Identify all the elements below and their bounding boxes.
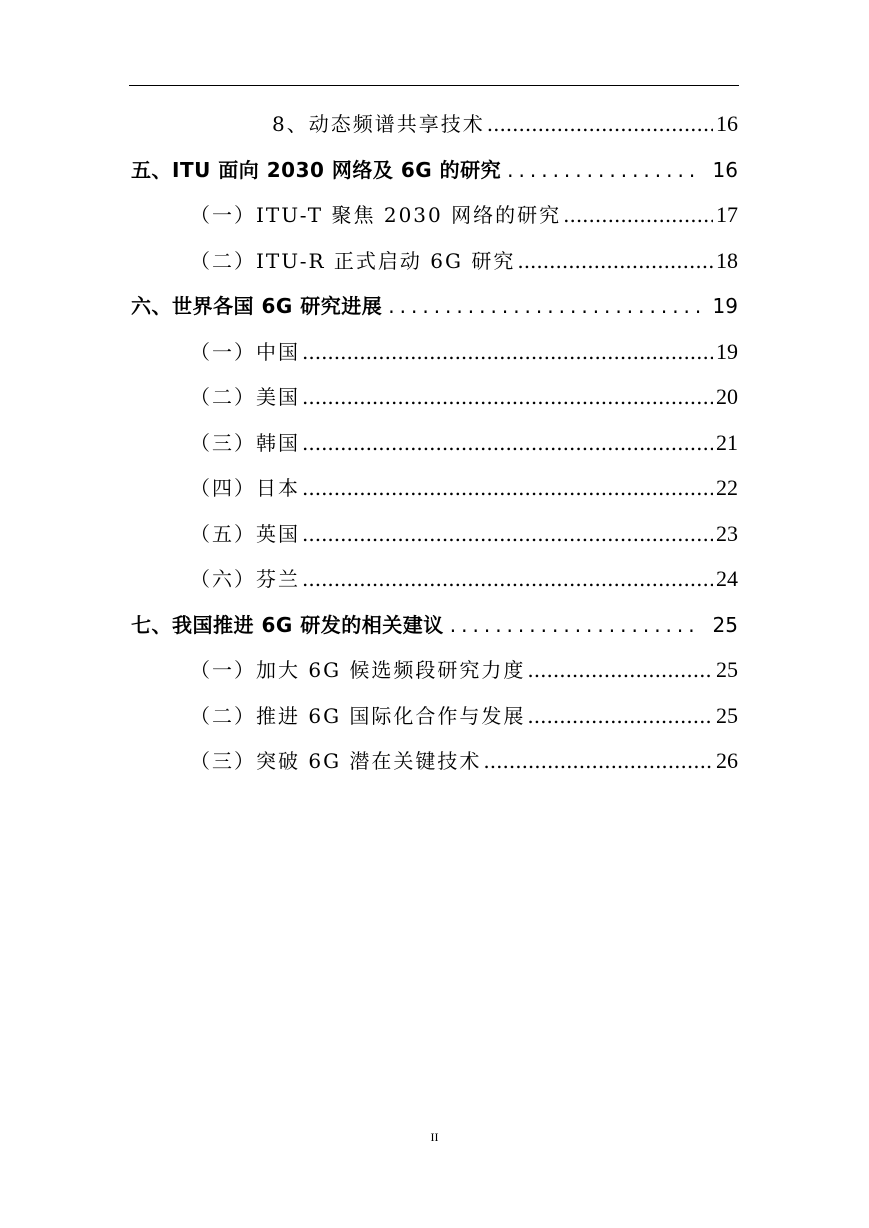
dot-leader — [302, 468, 713, 508]
toc-entry[interactable] — [190, 741, 738, 781]
header-rule — [129, 85, 739, 86]
toc-entry[interactable] — [190, 650, 738, 690]
dot-leader — [517, 241, 713, 281]
toc-entry-title: （四）日本 — [190, 476, 300, 500]
dot-leader — [388, 286, 700, 326]
toc-entry[interactable] — [190, 559, 738, 599]
toc-entry-title: （六）芬兰 — [190, 567, 300, 591]
toc-entry-page-number: 16 — [716, 111, 738, 136]
toc-entry-title: （二）ITU-R 正式启动 6G 研究 — [190, 249, 516, 273]
toc-entry[interactable] — [190, 423, 738, 463]
dot-leader — [450, 605, 701, 645]
toc-entry[interactable] — [190, 241, 738, 281]
toc-entry-page-number: 19 — [716, 339, 738, 364]
toc-entry-page-number: 17 — [716, 202, 738, 227]
dot-leader — [483, 741, 713, 781]
toc-entry-page-number: 19 — [712, 294, 738, 318]
toc-entry-page-number: 23 — [716, 521, 738, 546]
toc-entry-page-number: 25 — [712, 613, 738, 637]
toc-entry-title: （一）加大 6G 候选频段研究力度 — [190, 658, 526, 682]
toc-entry[interactable] — [131, 150, 738, 190]
dot-leader — [487, 104, 713, 144]
dot-leader — [527, 650, 713, 690]
dot-leader — [507, 150, 700, 190]
toc-entry[interactable] — [131, 286, 738, 326]
toc-entry-page-number: 18 — [716, 248, 738, 273]
toc-entry[interactable] — [190, 514, 738, 554]
toc-entry[interactable] — [190, 195, 738, 235]
toc-entry[interactable] — [190, 696, 738, 736]
toc-entry-title: 五、ITU 面向 2030 网络及 6G 的研究 — [131, 158, 502, 182]
toc-entry-title: （一）ITU-T 聚焦 2030 网络的研究 — [190, 203, 562, 227]
dot-leader — [302, 423, 713, 463]
dot-leader — [302, 514, 713, 554]
toc-entry-page-number: 24 — [716, 566, 738, 591]
page-number-footer: II — [430, 1130, 439, 1144]
toc-entry[interactable] — [131, 605, 738, 645]
toc-entry-title: 七、我国推进 6G 研发的相关建议 — [131, 613, 444, 637]
dot-leader — [563, 195, 713, 235]
toc-entry-page-number: 25 — [716, 657, 738, 682]
toc-entry-title: （三）突破 6G 潜在关键技术 — [190, 749, 482, 773]
toc-entry[interactable] — [272, 104, 738, 144]
toc-entry-page-number: 22 — [716, 475, 738, 500]
toc-entry-page-number: 26 — [716, 748, 738, 773]
toc-entry-title: （三）韩国 — [190, 431, 300, 455]
toc-entry-page-number: 25 — [716, 703, 738, 728]
toc-entry-page-number: 16 — [712, 158, 738, 182]
dot-leader — [302, 332, 713, 372]
toc-entry[interactable] — [190, 377, 738, 417]
toc-entry-title: （二）美国 — [190, 385, 300, 409]
dot-leader — [302, 377, 713, 417]
dot-leader — [527, 696, 713, 736]
toc-entry-title: 8、动态频谱共享技术 — [272, 112, 485, 136]
toc-entry-page-number: 21 — [716, 430, 738, 455]
toc-entry-title: （一）中国 — [190, 340, 300, 364]
toc-entry[interactable] — [190, 468, 738, 508]
toc-entry-page-number: 20 — [716, 384, 738, 409]
toc-entry-title: 六、世界各国 6G 研究进展 — [131, 294, 383, 318]
toc-entry-title: （二）推进 6G 国际化合作与发展 — [190, 704, 526, 728]
toc-entry-title: （五）英国 — [190, 522, 300, 546]
toc-entry[interactable] — [190, 332, 738, 372]
dot-leader — [302, 559, 713, 599]
